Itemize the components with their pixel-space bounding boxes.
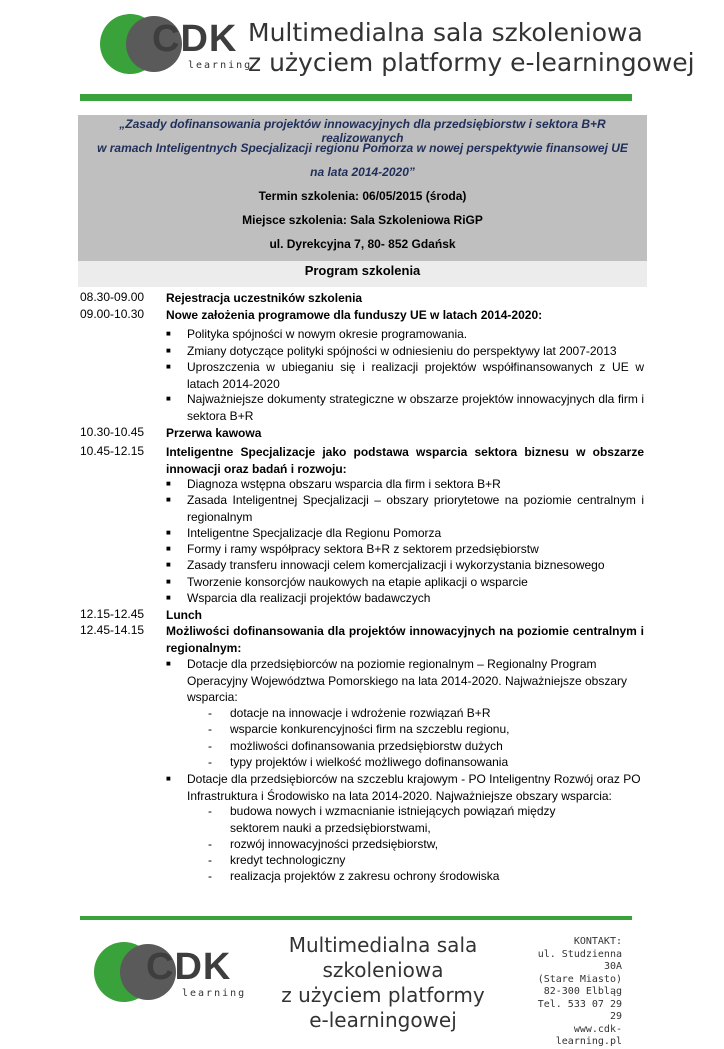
session-time: 09.00-10.30 bbox=[80, 307, 145, 321]
sub-list-item: - budowa nowych i wzmacnianie istniejących powiązań między sektorem nauki a przedsiębiorstwami, bbox=[208, 804, 556, 835]
bullet-icon: ■ bbox=[166, 659, 171, 668]
list-item: ■ Dotacje dla przedsiębiorców na poziomie regionalnym – Regionalny Program Operacyjny Województwa Pomorskiego na lata 2014-2020. Najważniejsze obszary wsparcia: bbox=[166, 657, 628, 704]
bullet-icon: ■ bbox=[166, 560, 171, 569]
sub-list-item: - realizacja projektów z zakresu ochrony środowiska bbox=[208, 869, 500, 883]
list-item: ■ Dotacje dla przedsiębiorców na szczeblu krajowym - PO Inteligentny Rozwój oraz PO Infrastruktura i Środowisko na lata 2014-2020. Najważniejsze obszary wsparcia: bbox=[166, 772, 641, 803]
footer-title-line1: Multimedialna sala szkoleniowa bbox=[288, 933, 478, 982]
sub-list-item: - możliwości dofinansowania przedsiębiorstw dużych bbox=[208, 739, 503, 753]
sub-list-item: - typy projektów i wielkość możliwego dofinansowania bbox=[208, 755, 509, 769]
bullet-icon: ■ bbox=[166, 329, 171, 338]
dash-icon: - bbox=[208, 706, 212, 720]
header-title bbox=[248, 18, 695, 78]
training-title-line3: na lata 2014-2020” bbox=[310, 165, 415, 179]
list-item: ■ Najważniejsze dokumenty strategiczne w obszarze projektów innowacyjnych dla firm i sektora B+R bbox=[166, 392, 644, 423]
bullet-icon: ■ bbox=[166, 544, 171, 553]
list-item: ■ Tworzenie konsorcjów naukowych na etapie aplikacji o wsparcie bbox=[166, 575, 528, 589]
list-item: ■ Diagnoza wstępna obszaru wsparcia dla firm i sektora B+R bbox=[166, 477, 501, 491]
contact-city: 82-300 Elbląg bbox=[543, 986, 622, 997]
list-item: ■ Formy i ramy współpracy sektora B+R z sektorem przedsiębiorstw bbox=[166, 542, 539, 556]
training-info-box bbox=[78, 115, 647, 261]
header-logo bbox=[100, 14, 253, 74]
session-time: 12.45-14.15 bbox=[80, 623, 145, 637]
training-address: ul. Dyrekcyjna 7, 80- 852 Gdańsk bbox=[269, 237, 456, 251]
list-item: ■ Polityka spójności w nowym okresie programowania. bbox=[166, 327, 468, 341]
contact-block bbox=[520, 936, 622, 1049]
session-title: Przerwa kawowa bbox=[166, 426, 262, 440]
bullet-icon: ■ bbox=[166, 394, 171, 403]
training-place: Miejsce szkolenia: Sala Szkoleniowa RiGP bbox=[242, 213, 483, 227]
dash-icon: - bbox=[208, 722, 212, 736]
footer-title-line3: e-learningowej bbox=[309, 1008, 457, 1032]
session-time: 12.15-12.45 bbox=[80, 607, 145, 621]
logo-subtext: learning bbox=[182, 988, 247, 999]
session-title: Nowe założenia programowe dla funduszy UE w latach 2014-2020: bbox=[166, 308, 543, 322]
bullet-icon: ■ bbox=[166, 528, 171, 537]
training-title-line1: „Zasady dofinansowania projektów innowacyjnych dla przedsiębiorstw i sektora B+R realizowanych bbox=[119, 117, 606, 145]
header-divider bbox=[80, 94, 632, 101]
session-title: Lunch bbox=[166, 608, 202, 622]
footer-divider bbox=[80, 916, 632, 920]
list-item: ■ Zasada Inteligentnej Specjalizacji – obszary priorytetowe na poziomie centralnym i regionalnym bbox=[166, 493, 644, 524]
contact-heading: KONTAKT: bbox=[573, 936, 622, 947]
list-item: ■ Uproszczenia w ubieganiu się i realizacji projektów współfinansowanych z UE w latach 2014-2020 bbox=[166, 360, 644, 391]
contact-phone: Tel. 533 07 29 29 bbox=[537, 998, 622, 1022]
bullet-icon: ■ bbox=[166, 593, 171, 602]
dash-icon: - bbox=[208, 804, 212, 818]
session-title: Rejestracja uczestników szkolenia bbox=[166, 291, 363, 305]
dash-icon: - bbox=[208, 853, 212, 867]
contact-district: (Stare Miasto) bbox=[537, 973, 622, 985]
logo-subtext: learning bbox=[188, 60, 253, 71]
header-title-line2: z użyciem platformy e-learningowej bbox=[248, 48, 695, 77]
sub-list-item: - wsparcie konkurencyjności firm na szczeblu regionu, bbox=[208, 722, 510, 736]
bullet-icon: ■ bbox=[166, 479, 171, 488]
footer-logo bbox=[94, 942, 247, 1002]
dash-icon: - bbox=[208, 755, 212, 769]
program-heading: Program szkolenia bbox=[78, 261, 647, 287]
logo-text: CDK bbox=[146, 946, 232, 988]
dash-icon: - bbox=[208, 837, 212, 851]
bullet-icon: ■ bbox=[166, 346, 171, 355]
bullet-icon: ■ bbox=[166, 774, 171, 783]
header-title-line1: Multimedialna sala szkoleniowa bbox=[248, 18, 643, 47]
footer-title-line2: z użyciem platformy bbox=[281, 983, 485, 1007]
sub-list-item: - rozwój innowacyjności przedsiębiorstw, bbox=[208, 837, 439, 851]
list-item: ■ Inteligentne Specjalizacje dla Regionu Pomorza bbox=[166, 526, 442, 540]
sub-list-item: - dotacje na innowacje i wdrożenie rozwiązań B+R bbox=[208, 706, 491, 720]
session-title: Możliwości dofinansowania dla projektów innowacyjnych na poziomie centralnym i regionalnym: bbox=[166, 624, 644, 655]
training-date: Termin szkolenia: 06/05/2015 (środa) bbox=[258, 189, 467, 203]
bullet-icon: ■ bbox=[166, 495, 171, 504]
session-time: 10.45-12.15 bbox=[80, 444, 145, 458]
session-time: 10.30-10.45 bbox=[80, 425, 145, 439]
contact-website-link[interactable]: www.cdk-learning.pl bbox=[555, 1023, 622, 1047]
list-item: ■ Zmiany dotyczące polityki spójności w odniesieniu do perspektywy lat 2007-2013 bbox=[166, 344, 617, 358]
footer-title bbox=[238, 933, 528, 1033]
session-time: 08.30-09.00 bbox=[80, 290, 145, 304]
session-title: Inteligentne Specjalizacje jako podstawa wsparcia sektora biznesu w obszarze innowacji oraz badań i rozwoju: bbox=[166, 445, 644, 476]
list-item: ■ Zasady transferu innowacji celem komercjalizacji i wykorzystania biznesowego bbox=[166, 558, 605, 572]
bullet-icon: ■ bbox=[166, 577, 171, 586]
sub-list-item: - kredyt technologiczny bbox=[208, 853, 346, 867]
bullet-icon: ■ bbox=[166, 362, 171, 371]
contact-street: ul. Studzienna 30A bbox=[537, 948, 622, 972]
logo-text: CDK bbox=[152, 18, 238, 60]
dash-icon: - bbox=[208, 739, 212, 753]
dash-icon: - bbox=[208, 869, 212, 883]
training-title-line2: w ramach Inteligentnych Specjalizacji regionu Pomorza w nowej perspektywie finansowej UE bbox=[97, 141, 628, 155]
list-item: ■ Wsparcia dla realizacji projektów badawczych bbox=[166, 591, 431, 605]
